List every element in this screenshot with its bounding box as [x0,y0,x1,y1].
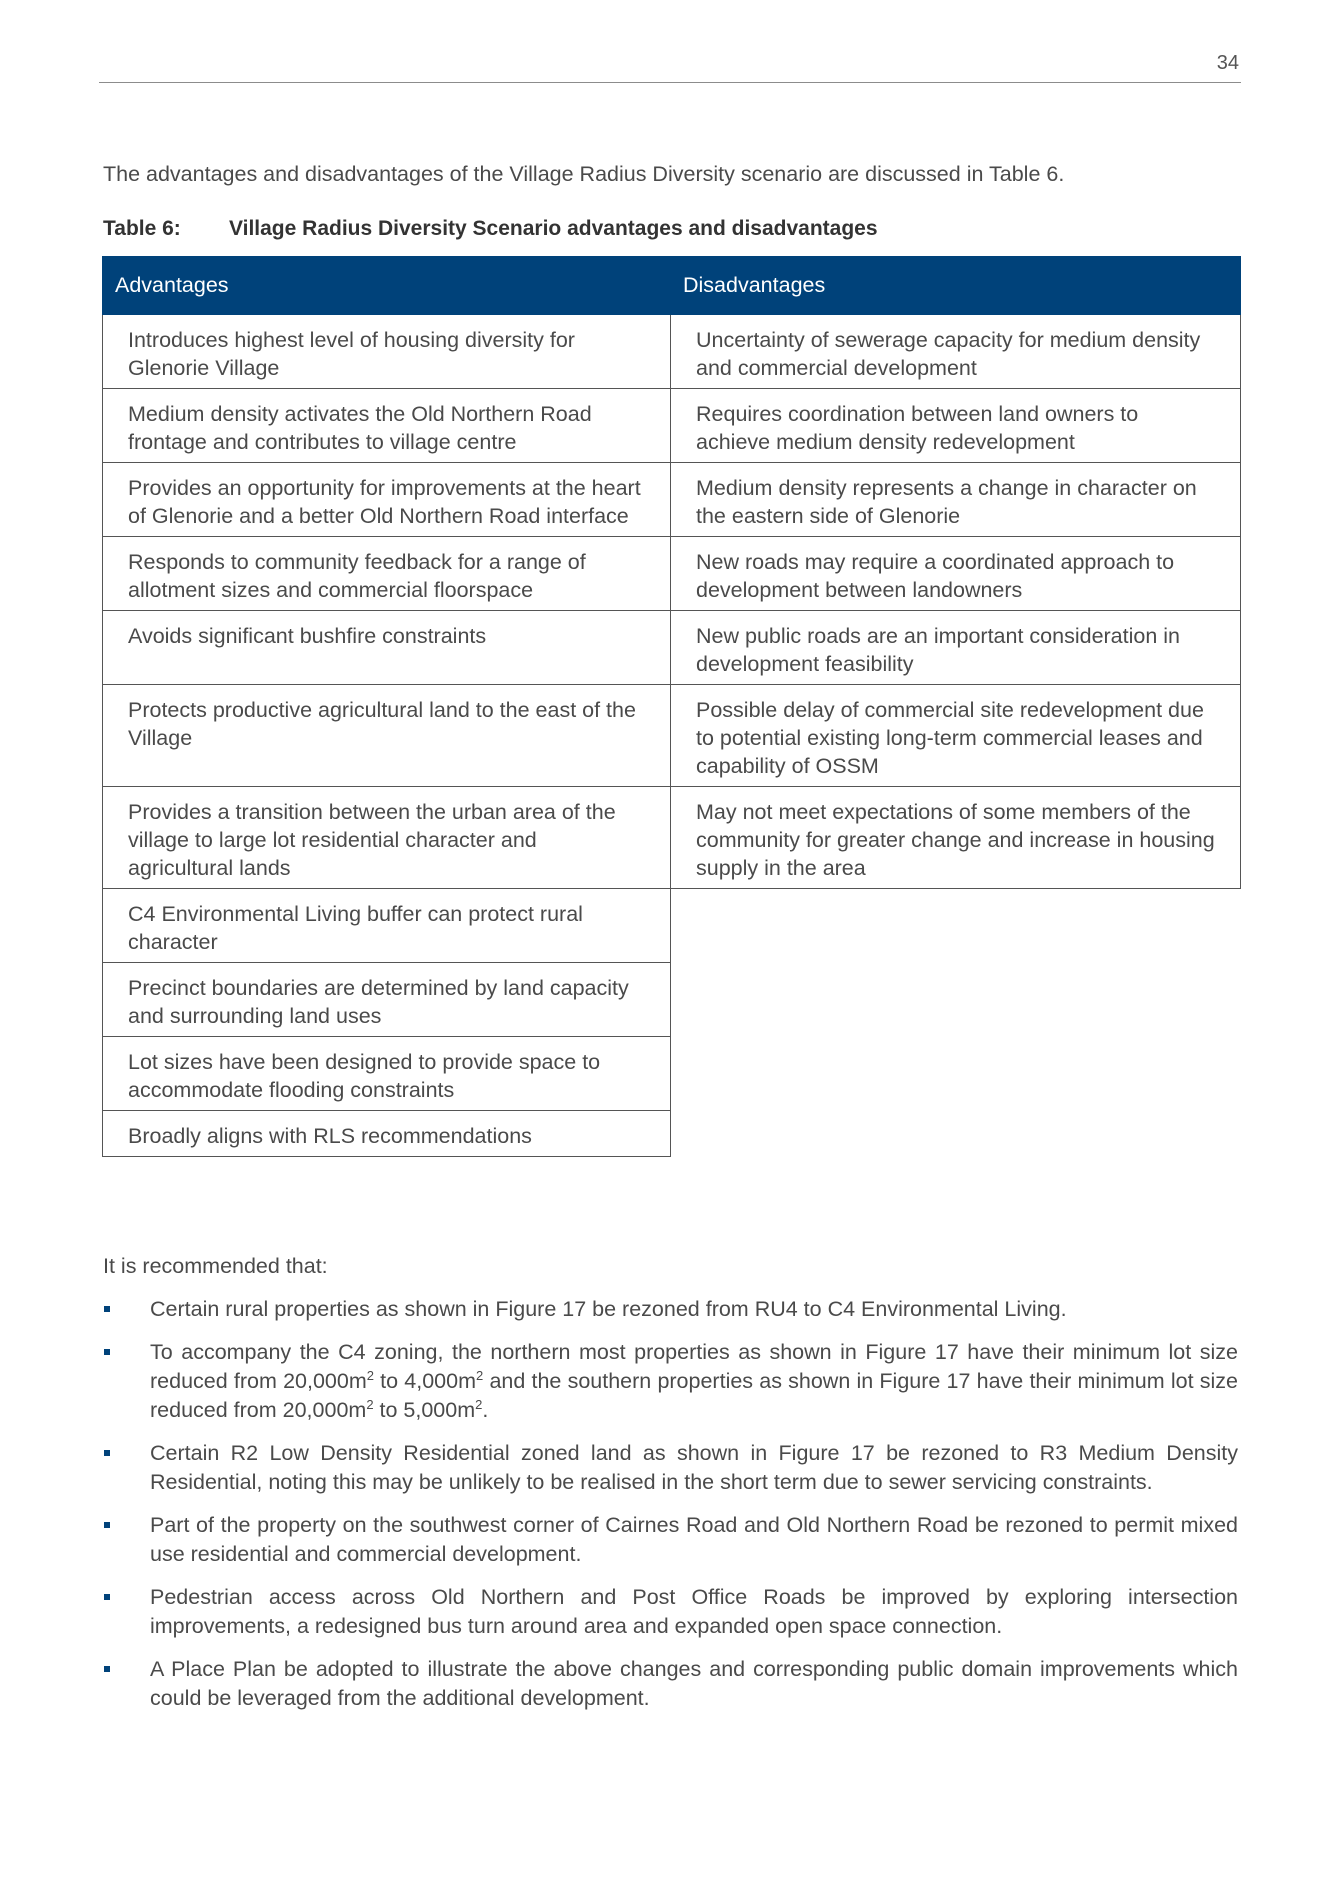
disadvantage-cell [671,963,1241,1037]
recommendation-item [103,1511,1238,1569]
table-body [103,315,1241,1157]
advantage-cell: Responds to community feedback for a range of allotment sizes and commercial floorspace [103,537,671,611]
table-row [103,1111,1241,1157]
advantage-cell: Broadly aligns with RLS recommendations [103,1111,671,1157]
recommendation-text: to 4,000m [373,1369,477,1393]
square-bullet-icon [104,1450,110,1456]
superscript: 2 [476,1367,484,1383]
square-bullet-icon [104,1666,110,1672]
recommendations-list [103,1295,1238,1727]
header-rule [99,82,1241,83]
advantage-cell: Lot sizes have been designed to provide space to accommodate flooding constraints [103,1037,671,1111]
recommendation-item [103,1295,1238,1324]
recommendation-item [103,1338,1238,1425]
recommendation-item [103,1439,1238,1497]
table-row [103,787,1241,889]
table-row [103,889,1241,963]
disadvantage-cell: Requires coordination between land owners to achieve medium density redevelopment [671,389,1241,463]
header-disadvantages: Disadvantages [671,257,1241,315]
recommendation-text: Pedestrian access across Old Northern and Post Office Roads be improved by exploring intersection improvements, a redesigned bus turn around area and expanded open space connection. [150,1585,1238,1638]
disadvantage-cell: Medium density represents a change in character on the eastern side of Glenorie [671,463,1241,537]
table-caption-title: Village Radius Diversity Scenario advantages and disadvantages [229,217,878,240]
recommendation-item [103,1655,1238,1713]
table-row [103,611,1241,685]
disadvantage-cell [671,1037,1241,1111]
page-number: 34 [1216,52,1239,74]
table-row [103,315,1241,389]
recommendation-text: To accompany the C4 zoning, the northern most properties as shown in Figure 17 have their minimum lot size reduced from 20,000m [150,1340,1238,1393]
square-bullet-icon [104,1306,110,1312]
intro-paragraph: The advantages and disadvantages of the Village Radius Diversity scenario are discussed in Table 6. [103,162,1065,186]
disadvantage-cell [671,1111,1241,1157]
advantage-cell: Introduces highest level of housing diversity for Glenorie Village [103,315,671,389]
superscript: 2 [475,1396,483,1412]
recommendations-lead: It is recommended that: [103,1254,328,1278]
square-bullet-icon [104,1349,110,1355]
disadvantage-cell: May not meet expectations of some members of the community for greater change and increase in housing supply in the area [671,787,1241,889]
square-bullet-icon [104,1522,110,1528]
recommendation-text: Part of the property on the southwest corner of Cairnes Road and Old Northern Road be rezoned to permit mixed use residential and commercial development. [150,1513,1238,1566]
recommendation-text: to 5,000m [373,1398,476,1422]
disadvantage-cell: New roads may require a coordinated approach to development between landowners [671,537,1241,611]
advantage-cell: Provides a transition between the urban area of the village to large lot residential character and agricultural lands [103,787,671,889]
disadvantage-cell: New public roads are an important consideration in development feasibility [671,611,1241,685]
advantage-cell: Precinct boundaries are determined by land capacity and surrounding land uses [103,963,671,1037]
table-caption-number: Table 6: [103,217,181,240]
table-header-row [103,257,1241,315]
advantage-cell: C4 Environmental Living buffer can protect rural character [103,889,671,963]
recommendation-text: . [482,1398,489,1422]
disadvantage-cell: Possible delay of commercial site redevelopment due to potential existing long-term commercial leases and capability of OSSM [671,685,1241,787]
table-caption [103,217,878,241]
superscript: 2 [366,1396,374,1412]
table-row [103,537,1241,611]
disadvantage-cell [671,889,1241,963]
table-row [103,463,1241,537]
square-bullet-icon [104,1594,110,1600]
advantage-cell: Avoids significant bushfire constraints [103,611,671,685]
recommendation-text: and the southern properties as shown in Figure 17 have their minimum lot size reduced from 20,000m [150,1369,1238,1422]
header-advantages: Advantages [103,257,671,315]
recommendation-text: Certain R2 Low Density Residential zoned land as shown in Figure 17 be rezoned to R3 Medium Density Residential, noting this may be unlikely to be realised in the short term due to sewer servicing constraints. [150,1441,1238,1494]
recommendation-text: Certain rural properties as shown in Figure 17 be rezoned from RU4 to C4 Environmental Living. [150,1297,1067,1321]
recommendation-item [103,1583,1238,1641]
advantage-cell: Protects productive agricultural land to the east of the Village [103,685,671,787]
table-row [103,685,1241,787]
table-row [103,1037,1241,1111]
disadvantage-cell: Uncertainty of sewerage capacity for medium density and commercial development [671,315,1241,389]
table-row [103,963,1241,1037]
table-row [103,389,1241,463]
advantages-table [102,256,1241,1157]
superscript: 2 [366,1367,374,1383]
recommendation-text: A Place Plan be adopted to illustrate the above changes and corresponding public domain improvements which could be leveraged from the additional development. [150,1657,1238,1710]
advantage-cell: Medium density activates the Old Northern Road frontage and contributes to village centre [103,389,671,463]
advantage-cell: Provides an opportunity for improvements at the heart of Glenorie and a better Old Northern Road interface [103,463,671,537]
